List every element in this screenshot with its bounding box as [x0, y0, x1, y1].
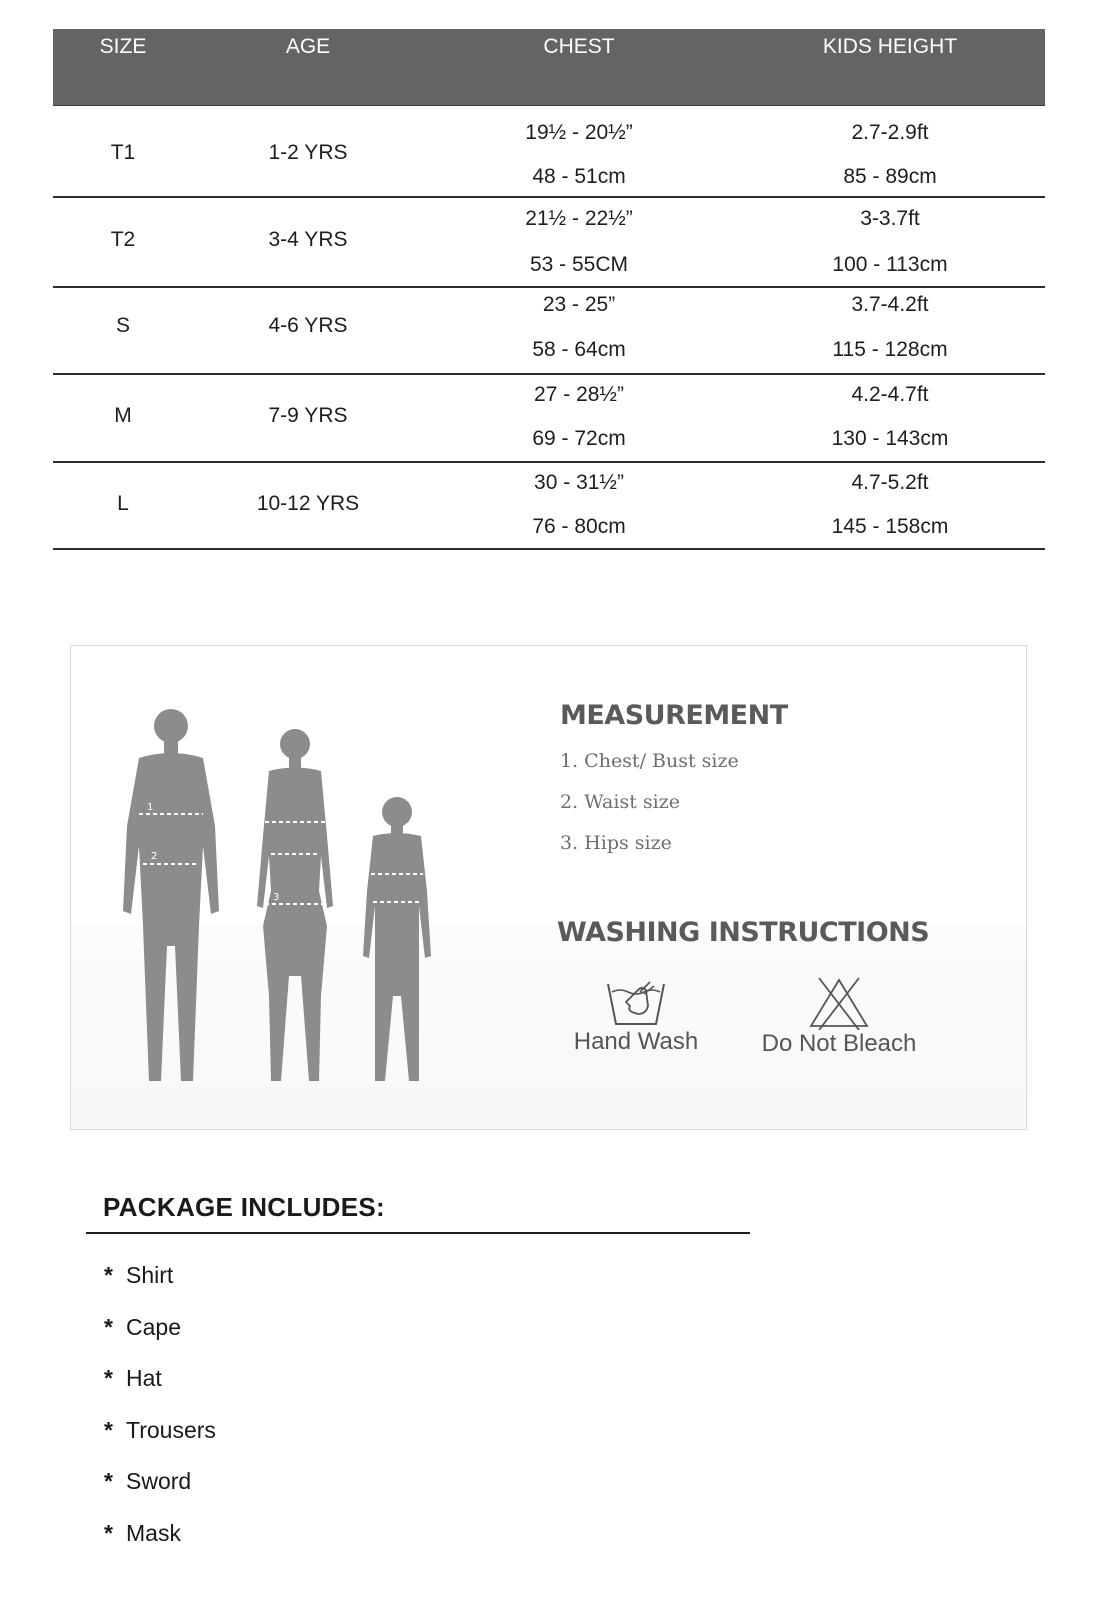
table-row [53, 463, 1045, 550]
table-row [53, 288, 1045, 375]
cell-height-cm: 145 - 158cm [831, 515, 949, 538]
header-kids-height: KIDS HEIGHT [822, 35, 958, 58]
measurement-washing-panel [70, 645, 1027, 1130]
care-hand-wash [561, 976, 711, 1056]
cell-chest-inches: 19½ - 20½” [525, 121, 633, 144]
package-item-label: Mask [126, 1520, 181, 1546]
cell-age: 10-12 YRS [256, 492, 360, 515]
measurement-title: MEASUREMENT [560, 700, 788, 731]
cell-height-ft: 4.7-5.2ft [851, 471, 929, 494]
bullet-star: * [104, 1468, 113, 1494]
cell-chest-inches: 30 - 31½” [534, 471, 624, 494]
cell-size: T2 [110, 228, 136, 251]
table-row [53, 198, 1045, 288]
hand-wash-label: Hand Wash [573, 1028, 699, 1055]
table-row [53, 106, 1045, 198]
body-measurement-figures-icon [89, 696, 449, 1091]
washing-instructions-title: WASHING INSTRUCTIONS [557, 917, 930, 948]
header-size: SIZE [99, 35, 147, 58]
measurement-item-hips: 3. Hips size [560, 832, 672, 854]
package-item-label: Hat [126, 1365, 162, 1391]
cell-size: L [117, 492, 129, 515]
cell-chest-cm: 76 - 80cm [532, 515, 626, 538]
list-item [104, 1520, 181, 1547]
bullet-star: * [104, 1520, 113, 1546]
cell-chest-cm: 69 - 72cm [532, 427, 626, 450]
cell-height-ft: 2.7-2.9ft [851, 121, 929, 144]
cell-height-cm: 130 - 143cm [831, 427, 949, 450]
table-row [53, 375, 1045, 463]
bullet-star: * [104, 1262, 113, 1288]
care-do-not-bleach [754, 976, 924, 1058]
cell-age: 1-2 YRS [268, 141, 348, 164]
list-item [104, 1468, 191, 1495]
figure-mark-hips: 3 [273, 892, 280, 903]
cell-size: M [114, 404, 132, 427]
bullet-star: * [104, 1365, 113, 1391]
bullet-star: * [104, 1314, 113, 1340]
header-chest: CHEST [543, 35, 615, 58]
cell-chest-cm: 48 - 51cm [532, 165, 626, 188]
list-item [104, 1365, 162, 1392]
size-chart-table [53, 29, 1045, 538]
package-includes-title: PACKAGE INCLUDES: [103, 1192, 385, 1222]
package-item-label: Sword [126, 1468, 192, 1494]
cell-age: 3-4 YRS [268, 228, 348, 251]
package-item-label: Cape [126, 1314, 181, 1340]
list-item [104, 1314, 181, 1341]
cell-chest-inches: 23 - 25” [542, 293, 616, 316]
list-item [104, 1262, 173, 1289]
cell-height-ft: 4.2-4.7ft [851, 383, 929, 406]
cell-height-ft: 3-3.7ft [860, 207, 920, 230]
package-divider [86, 1232, 750, 1234]
figure-mark-waist: 2 [151, 851, 158, 862]
measurement-item-chest: 1. Chest/ Bust size [560, 750, 739, 772]
hand-wash-icon [604, 976, 668, 1028]
list-item [104, 1417, 216, 1444]
cell-height-cm: 85 - 89cm [843, 165, 937, 188]
package-item-label: Shirt [126, 1262, 174, 1288]
figure-mark-chest: 1 [147, 802, 154, 813]
header-age: AGE [285, 35, 331, 58]
cell-height-ft: 3.7-4.2ft [851, 293, 929, 316]
cell-size: S [115, 314, 130, 337]
table-header [53, 29, 1045, 106]
bullet-star: * [104, 1417, 113, 1443]
cell-chest-inches: 21½ - 22½” [525, 207, 633, 230]
cell-age: 7-9 YRS [268, 404, 348, 427]
cell-age: 4-6 YRS [268, 314, 348, 337]
do-not-bleach-icon [807, 976, 871, 1030]
cell-chest-cm: 53 - 55CM [529, 253, 629, 276]
cell-height-cm: 115 - 128cm [832, 338, 948, 361]
cell-height-cm: 100 - 113cm [832, 253, 948, 276]
cell-chest-cm: 58 - 64cm [532, 338, 626, 361]
package-item-label: Trousers [126, 1417, 216, 1443]
measurement-item-waist: 2. Waist size [560, 791, 680, 813]
cell-chest-inches: 27 - 28½” [534, 383, 624, 406]
do-not-bleach-label: Do Not Bleach [761, 1030, 917, 1057]
cell-size: T1 [110, 141, 136, 164]
